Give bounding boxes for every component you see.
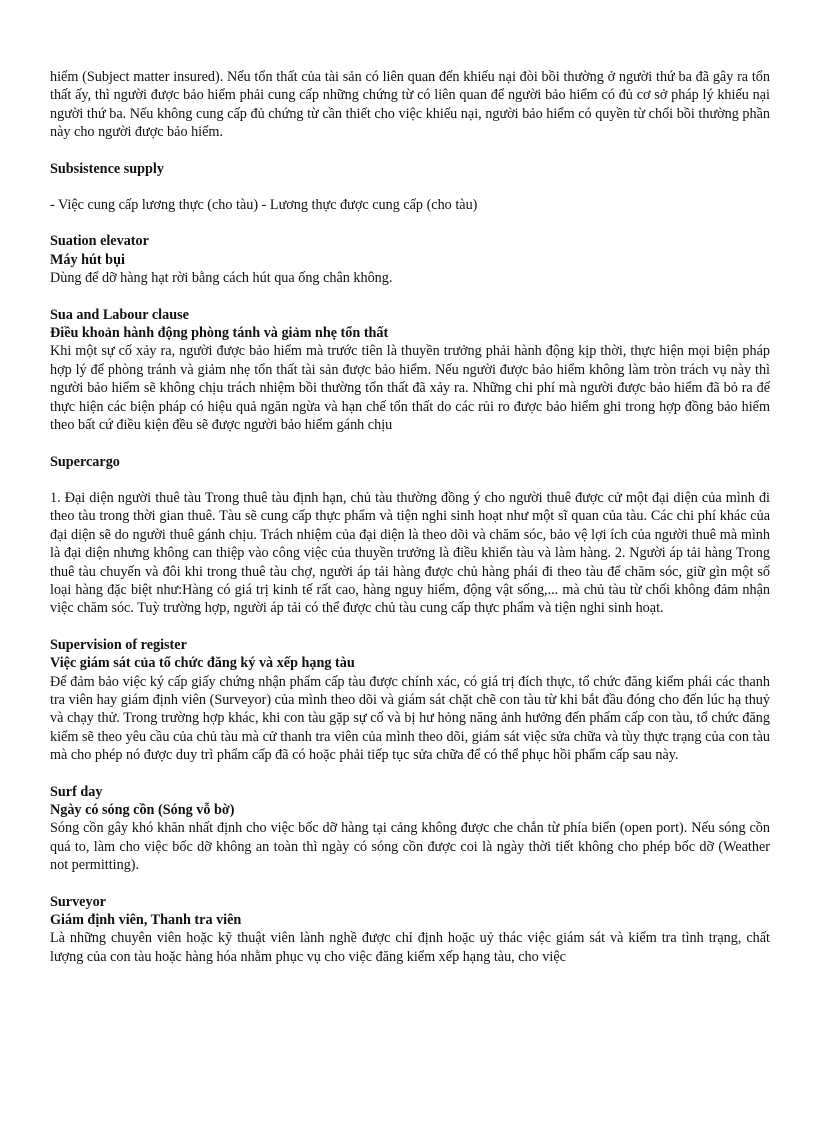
term-heading: Subsistence supply [50, 160, 164, 177]
entry-surveyor [50, 893, 770, 967]
term-translation: Điều khoản hành động phòng tánh và giảm nhẹ tổn thất [50, 325, 389, 342]
document-page [50, 68, 770, 966]
term-heading: Surf day [50, 783, 103, 800]
term-heading: Supervision of register [50, 636, 187, 653]
term-heading: Suation elevator [50, 233, 149, 250]
term-translation: Máy hút bụi [50, 251, 125, 268]
term-definition: 1. Đại diện người thuê tàu Trong thuê tàu định hạn, chủ tàu thường đồng ý cho người thuê được cử một đại diện của mình đi theo tàu trong thời gian thuê. Tàu sẽ cung cấp thực phẩm và tiện nghi sinh hoạt như một sĩ quan của tàu. Các chi phí khác của đại diện sẽ do người thuê gánh chịu. Trách nhiệm của đại diện là theo dõi và chăm sóc, bảo vệ lợi ích của người thuê mà mình là đại diện nhưng không can thiệp vào công việc của thuyền trưởng là điều khiển tàu và làm hàng. 2. Người áp tải hàng Trong thuê tàu chuyến và đôi khi trong thuê tàu chợ, người áp tải hàng được chủ hàng phái đi theo tàu để chăm sóc, giữ gìn một số loại hàng đặc biệt như:Hàng có giá trị kinh tế rất cao, hàng nguy hiểm, động vật sống,... mà chủ tàu từ chối không đảm nhận việc chăm sóc. Tuỳ trường hợp, người áp tải có thể được chủ tàu cung cấp thực phẩm và tiện nghi sinh hoạt. [50, 489, 770, 617]
term-translation: Việc giám sát của tổ chức đăng ký và xếp hạng tàu [50, 655, 355, 672]
term-definition: - Việc cung cấp lương thực (cho tàu) - Lương thực được cung cấp (cho tàu) [50, 197, 478, 214]
entry-supercargo [50, 453, 770, 618]
term-definition: Là những chuyên viên hoặc kỹ thuật viên lành nghề được chỉ định hoặc uỷ thác việc giám sát và kiểm tra tình trạng, chất lượng của con tàu hoặc hàng hóa nhằm phục vụ cho việc đăng kiểm xếp hạng tàu, cho việc [50, 930, 770, 965]
term-definition: Khi một sự cố xảy ra, người được bảo hiểm mà trước tiên là thuyền trưởng phải hành động kịp thời, thực hiện mọi biện pháp hợp lý để phòng tránh và giảm nhẹ tổn thất tài sản được bảo hiểm. Nếu người được bảo hiểm không làm tròn trách vụ này thì người bảo hiểm sẽ không chịu trách nhiệm bồi thường tổn thất đã xảy ra. Những chi phí mà người được bảo hiểm đã bỏ ra để thực hiện các biện pháp có hiệu quả ngăn ngừa và hạn chế tổn thất do các rủi ro được bảo hiểm ghi trong hợp đồng bảo hiểm theo bất cứ điều kiện đều sẽ được người bảo hiểm gánh chịu [50, 343, 770, 434]
entry-suation-elevator [50, 232, 770, 287]
term-heading: Surveyor [50, 893, 106, 910]
term-translation: Ngày có sóng cồn (Sóng vỗ bờ) [50, 802, 235, 818]
term-definition: Để đảm bảo việc ký cấp giấy chứng nhận phẩm cấp tàu được chính xác, có giá trị đích thực, tổ chức đăng kiểm phái các thanh tra viên hay giám định viên (Surveyor) của mình theo dõi và giám sát chặt chẽ con tàu từ khi bắt đầu đóng cho đến lúc hạ thuỷ và chạy thử. Trong trường hợp khác, khi con tàu gặp sự cố và bị hư hỏng năng ảnh hưởng đến phẩm cấp con tàu, tổ chức đăng kiểm sẽ theo yêu cầu của chủ tàu mà cử thanh tra viên của mình theo dõi, giám sát việc sửa chữa và tùy thực trạng của con tàu mà cho phép nó được duy trì phẩm cấp đã có hoặc phải tiếp tục sửa chữa để có thể phục hồi phẩm cấp sau này. [50, 673, 770, 764]
term-heading: Supercargo [50, 453, 120, 470]
entry-supervision-of-register [50, 636, 770, 765]
spacer [50, 471, 770, 489]
spacer [50, 178, 770, 196]
intro-paragraph: hiểm (Subject matter insured). Nếu tổn thất của tài sản có liên quan đến khiếu nại đòi bồi thường ở người thứ ba đã gây ra tổn thất ấy, thì người được bảo hiểm phải cung cấp những chứng từ có liên quan để người bảo hiểm có đủ cơ sở pháp lý khiếu nại người thứ ba. Nếu không cung cấp đủ chứng từ cần thiết cho việc khiếu nại, người bảo hiểm có quyền từ chối bồi thường phần này cho người được bảo hiểm. [50, 69, 770, 141]
entry-surf-day [50, 783, 770, 875]
term-definition: Sóng cồn gây khó khăn nhất định cho việc bốc dỡ hàng tại cảng không được che chắn từ phía biển (open port). Nếu sóng cồn quá to, làm cho việc bốc dỡ không an toàn thì ngày có sóng cồn được coi là ngày thời tiết không cho phép bốc dỡ (Weather not permitting). [50, 820, 770, 874]
entry-subsistence-supply [50, 160, 770, 215]
term-translation: Giám định viên, Thanh tra viên [50, 912, 242, 929]
entry-sua-and-labour-clause [50, 306, 770, 435]
term-definition: Dùng để dỡ hàng hạt rời bằng cách hút qua ống chân không. [50, 270, 393, 287]
term-heading: Sua and Labour clause [50, 306, 189, 323]
